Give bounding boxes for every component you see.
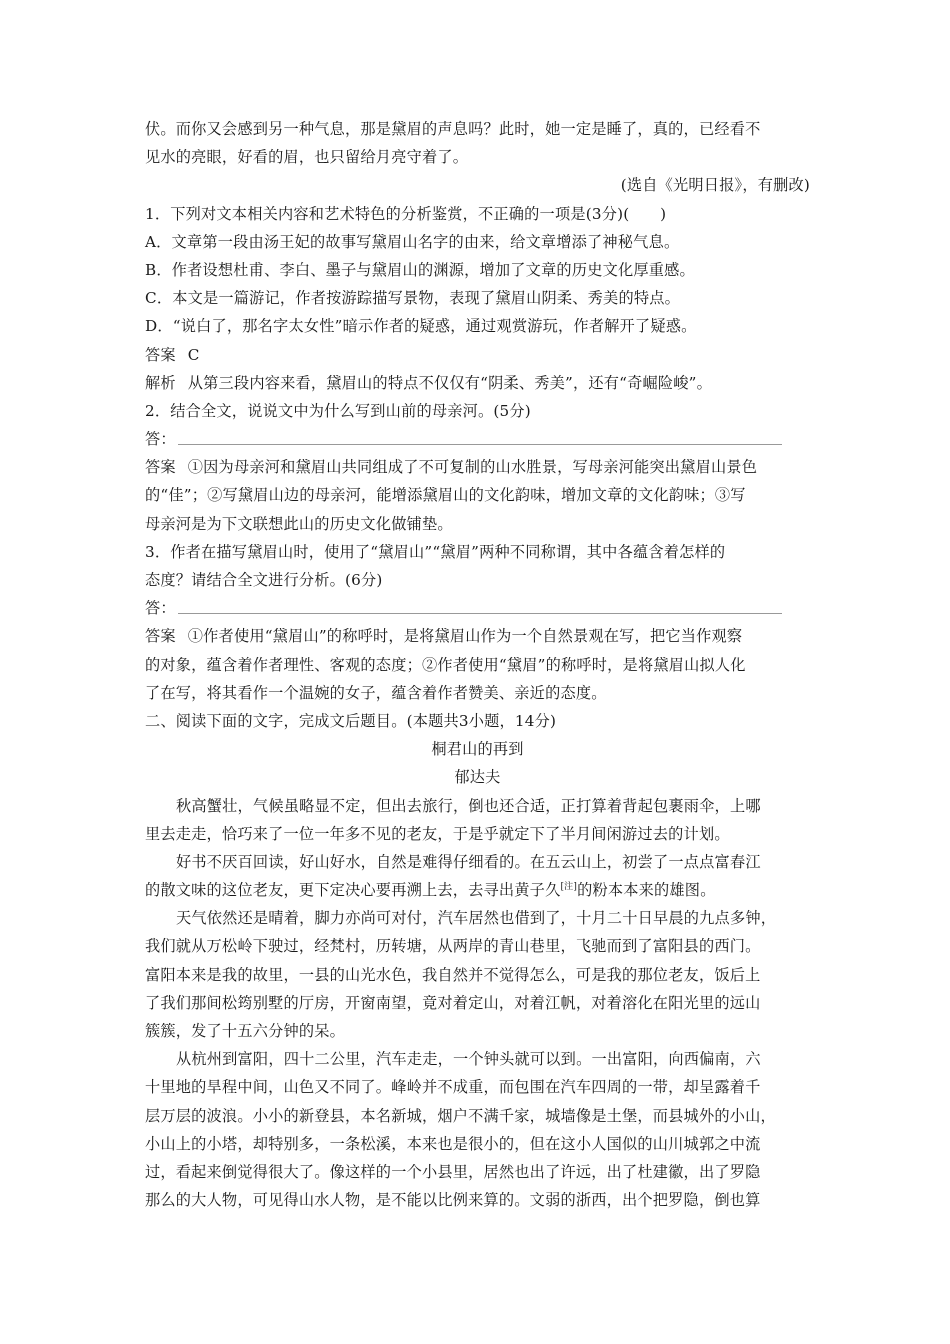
question-1-stem: 1．下列对文本相关内容和艺术特色的分析鉴赏，不正确的一项是(3分)( ) xyxy=(145,204,667,223)
option-b: B．作者设想杜甫、李白、墨子与黛眉山的渊源，增加了文章的历史文化厚重感。 xyxy=(145,260,695,279)
section-heading: 二、阅读下面的文字，完成文后题目。(本题共3小题，14分) xyxy=(145,711,557,730)
question-2-stem: 2．结合全文，说说文中为什么写到山前的母亲河。(5分) xyxy=(145,401,531,420)
source-citation: (选自《光明日报》，有删改) xyxy=(620,176,810,195)
paragraph-line: 过，看起来倒觉得很大了。像这样的一个小县里，居然也出了许远，出了杜建徽，出了罗隐 xyxy=(145,1162,761,1181)
paragraph-line: 层万层的波浪。小小的新登县，本名新城，烟户不满千家，城墙像是土堡，而县城外的小山， xyxy=(145,1106,776,1125)
answer-2-line: 母亲河是为下文联想此山的历史文化做铺垫。 xyxy=(145,514,453,533)
answer-value: C xyxy=(187,345,200,364)
option-d: D．“说白了，那名字太女性”暗示作者的疑惑，通过观赏游玩，作者解开了疑惑。 xyxy=(145,317,697,336)
answer-2-line: 的“佳”；②写黛眉山边的母亲河，能增添黛眉山的文化韵味，增加文章的文化韵味；③写 xyxy=(145,486,746,505)
analysis-1 xyxy=(145,369,810,397)
paragraph-line: 小山上的小塔，却特别多，一条松溪，本来也是很小的，但在这小人国似的山川城郭之中流 xyxy=(145,1134,761,1153)
passage-line: 见水的亮眼，好看的眉，也只留给月亮守着了。 xyxy=(145,148,469,167)
paragraph-line: 了我们那间松筠别墅的厅房，开窗南望，竟对着定山，对着江帆，对着溶化在阳光里的远山 xyxy=(145,993,761,1012)
analysis-label: 解析 xyxy=(145,373,176,392)
option-c: C．本文是一篇游记，作者按游踪描写景物，表现了黛眉山阴柔、秀美的特点。 xyxy=(145,289,680,308)
answer-3-line xyxy=(145,622,810,650)
paragraph-line: 簇簇，发了十五六分钟的呆。 xyxy=(145,1022,346,1040)
paragraph-line: 我们就从万松岭下驶过，经梵村，历转塘，从两岸的青山巷里，飞驰而到了富阳县的西门。 xyxy=(145,937,761,956)
paragraph-line: 那么的大人物，可见得山水人物，是不能以比例来算的。文弱的浙西，出个把罗隐，倒也算 xyxy=(145,1191,761,1210)
option-a: A．文章第一段由汤王妃的故事写黛眉山名字的由来，给文章增添了神秘气息。 xyxy=(145,232,680,251)
article-title: 桐君山的再到 xyxy=(431,740,524,759)
reply-label: 答： xyxy=(145,430,176,449)
analysis-text: 从第三段内容来看，黛眉山的特点不仅仅有“阴柔、秀美”，还有“奇崛险峻”。 xyxy=(187,373,713,392)
footnote-marker[interactable]: [注] xyxy=(560,882,578,892)
article-author: 郁达夫 xyxy=(454,768,501,787)
answer-rule xyxy=(178,613,782,614)
paragraph-line: 秋高蟹壮，气候虽略显不定，但出去旅行，倒也还合适，正打算着背起包裹雨伞，上哪 xyxy=(176,796,761,815)
answer-rule xyxy=(178,444,782,445)
answer-3-line: 的对象，蕴含着作者理性、客观的态度；②作者使用“黛眉”的称呼时，是将黛眉山拟人化 xyxy=(145,655,746,674)
paragraph-line: 富阳本来是我的故里，一县的山光水色，我自然并不觉得怎么，可是我的那位老友，饭后上 xyxy=(145,965,761,984)
paragraph-line: 好书不厌百回读，好山好水，自然是难得仔细看的。在五云山上，初尝了一点点富春江 xyxy=(176,852,761,871)
paragraph-line: 里去走走，恰巧来了一位一年多不见的老友，于是乎就定下了半月间闲游过去的计划。 xyxy=(145,824,730,843)
question-3-stem: 态度？请结合全文进行分析。(6分) xyxy=(145,571,383,589)
passage-line: 伏。而你又会感到另一种气息，那是黛眉的声息吗？此时，她一定是睡了，真的，已经看不 xyxy=(145,120,761,138)
paragraph-line xyxy=(145,876,810,904)
answer-blank-2 xyxy=(145,425,810,453)
answer-1 xyxy=(145,341,810,369)
answer-label: 答案 xyxy=(145,458,176,477)
answer-label: 答案 xyxy=(145,345,176,364)
question-3-stem: 3．作者在描写黛眉山时，使用了“黛眉山”“黛眉”两种不同称谓，其中各蕴含着怎样的 xyxy=(145,542,726,561)
text-span: 的散文味的这位老友，更下定决心要再溯上去，去寻出黄子久 xyxy=(145,881,561,900)
paragraph-line: 十里地的旱程中间，山色又不同了。峰岭并不成重，而包围在汽车四周的一带，却呈露着千 xyxy=(145,1078,761,1097)
paragraph-line: 天气依然还是晴着，脚力亦尚可对付，汽车居然也借到了，十月二十日早晨的九点多钟， xyxy=(176,909,777,928)
answer-3-line: 了在写，将其看作一个温婉的女子，蕴含着作者赞美、亲近的态度。 xyxy=(145,683,607,702)
document-page xyxy=(145,115,810,1214)
text-span: 的粉本本来的雄图。 xyxy=(577,881,716,900)
answer-text: ①因为母亲河和黛眉山共同组成了不可复制的山水胜景，写母亲河能突出黛眉山景色 xyxy=(187,458,758,477)
answer-text: ①作者使用“黛眉山”的称呼时，是将黛眉山作为一个自然景观在写，把它当作观察 xyxy=(187,627,743,646)
answer-2-line xyxy=(145,453,810,481)
reply-label: 答： xyxy=(145,599,176,618)
paragraph-line: 从杭州到富阳，四十二公里，汽车走走，一个钟头就可以到。一出富阳，向西偏南，六 xyxy=(176,1050,761,1069)
answer-blank-3 xyxy=(145,594,810,622)
answer-label: 答案 xyxy=(145,627,176,646)
